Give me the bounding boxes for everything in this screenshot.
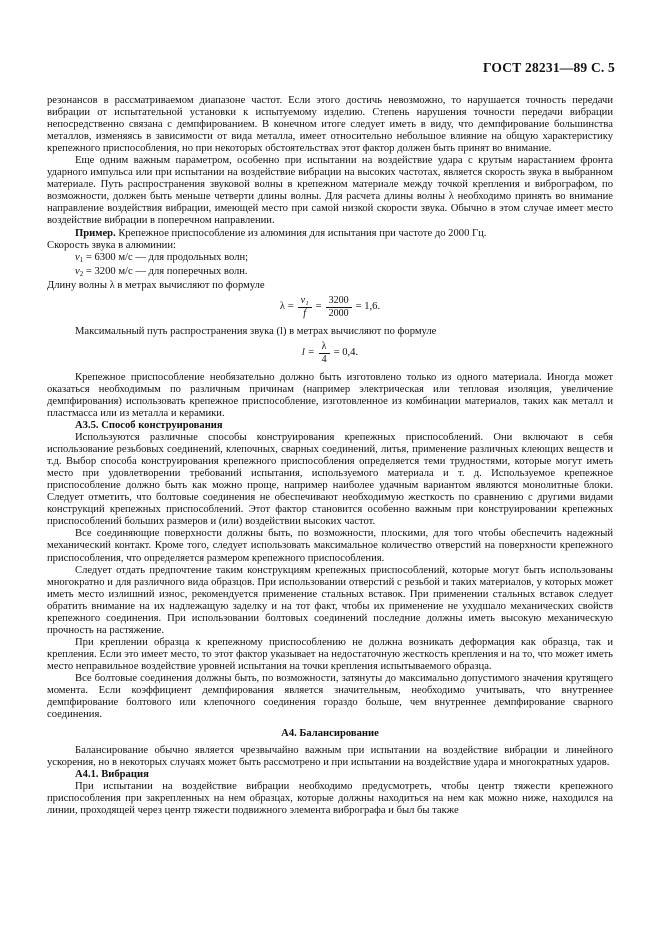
formula-equals: =	[315, 301, 322, 313]
fraction-denominator: f	[303, 307, 307, 319]
fraction	[319, 341, 330, 366]
wavelength-intro: Длину волны λ в метрах вычисляют по формуле	[47, 279, 265, 291]
velocity-symbol: v	[75, 251, 80, 263]
sound-speed-intro: Скорость звука в алюминии:	[47, 239, 176, 251]
section-heading-a4: А4. Балансирование	[281, 728, 379, 740]
paragraph: Следует отдать предпочтение таким конструкциям крепежных приспособлений, которые могут быть использованы многократно и для различного вида образцов. При использовании отверстий с резьбой и таких материалов, у которых может иметь место излишний износ, рекомендуется применение стальных вставок. При применении стальных вставок следует обратить внимание на их надлежащую заделку и на тот факт, чтобы их применение не ухудшало механических свойств крепежного соединения. При использовании болтовых соединений последние должны иметь высокую механическую прочность на растяжение.	[47, 564, 613, 636]
section-title: Вибрация	[101, 769, 149, 781]
example-text: Крепежное приспособление из алюминия для испытания при частоте до 2000 Гц.	[118, 227, 487, 239]
paragraph: Все соединяющие поверхности должны быть, по возможности, плоскими, для того чтобы обеспечить надежный механический контакт. Кроме того, следует использовать максимальное количество отверстий на поверхности крепежного приспособления, что определяется размером крепежного приспособления.	[47, 528, 613, 564]
fraction-denominator: 4	[321, 353, 327, 365]
velocity-line-2	[47, 266, 613, 280]
paragraph: резонансов в рассматриваемом диапазоне частот. Если этого достичь невозможно, то нарушается точность передачи вибрации от испытательной установки к испытуемому изделию. Степень нарушения точности передачи вибрации непосредственно связана с демпфированием. В конечном итоге следует иметь в виду, что демпфирование большинства металлов, изменяясь в зависимости от вида металла, имеет относительно небольшое влияние на общую характеристику крепежного приспособления, но при некоторых обстоятельствах этот фактор должен быть принят во внимание.	[47, 95, 613, 155]
fraction-denominator: 2000	[328, 307, 349, 319]
velocity-subscript: 2	[79, 269, 84, 278]
paragraph: Используются различные способы конструирования крепежных приспособлений. Они включают в себя использование резьбовых соединений, клепочных, сварных соединений, литья, применение различных клеющих веществ и т.д. Выбор способа конструирования крепежного приспособления определяется теми трудностями, которые могут иметь место при удовлетворении требований испытания, используемого материала и т. д. Используемое крепежное приспособление должно быть как можно проще, например наиболее удачным вариантом являются монолитные блоки. Следует отметить, что болтовые соединения не обеспечивают необходимую жесткость по сравнению с другими видами конструкций крепежных приспособлений. Этот фактор становится особенно важным при конструировании крепежных приспособлений больших размеров и (или) воздействии высоких частот.	[47, 432, 613, 528]
velocity-symbol: v	[75, 265, 80, 277]
example-label: Пример.	[75, 227, 116, 239]
fraction-numerator: 3200	[326, 295, 352, 308]
section-number: А4.1.	[75, 769, 99, 781]
fraction	[326, 295, 352, 320]
velocity-subscript: 1	[79, 255, 84, 264]
paragraph: При испытании на воздействие вибрации необходимо предусмотреть, чтобы центр тяжести крепежного приспособления при закрепленных на нем образцах, которые должны находиться на нем как можно ниже, находился на линии, проходящей через центр тяжести подвижного элемента вибрографа и был бы также	[47, 781, 613, 817]
fraction	[298, 295, 312, 320]
section-title: Способ конструирования	[101, 419, 223, 431]
velocity-text: = 3200 м/с — для поперечных волн.	[85, 265, 248, 277]
velocity-text: = 6300 м/с — для продольных волн;	[85, 251, 249, 263]
path-intro: Максимальный путь распространения звука (l) в метрах вычисляют по формуле	[75, 325, 437, 337]
section-heading-a41	[47, 769, 613, 781]
path-formula	[47, 341, 613, 366]
paragraph: Крепежное приспособление необязательно должно быть изготовлено только из одного материала. Иногда может оказаться необходимым по различным причинам (например электрическая или тепловая изоляция, увеличение демпфирования) использовать крепежное приспособление, изготовленное из комбинации материалов, таких как металл и пластмасса или из металла и керамики.	[47, 371, 613, 419]
wavelength-formula	[47, 295, 613, 320]
page-header: ГОСТ 28231—89 С. 5	[482, 60, 615, 75]
velocity-line-1	[47, 252, 613, 266]
paragraph: Все болтовые соединения должны быть, по возможности, затянуты до максимально допустимого значения крутящего момента. Если коэффициент демпфирования является значительным, необходимо учитывать, что внутреннее демпфирование болтового или клепочного соединения гораздо больше, чем внутреннее демпфирование сварного соединения.	[47, 672, 613, 721]
document-body	[47, 95, 613, 817]
fraction-numerator: λ	[319, 341, 330, 354]
example-line	[47, 228, 613, 240]
formula-result: = 1,6.	[355, 301, 381, 313]
paragraph: Балансирование обычно является чрезвычайно важным при испытании на воздействие вибрации и линейного ускорения, но в некоторых случаях может быть рассмотрено и при испытании на воздействие удара и многократных ударов.	[47, 745, 613, 769]
formula-result: = 0,4.	[333, 347, 359, 359]
formula-lhs: l =	[301, 347, 315, 359]
section-heading-a35	[47, 420, 613, 432]
paragraph: При креплении образца к крепежному приспособлению не должна возникать деформация как образца, так и крепления. Если это имеет место, то этот фактор указывает на недостаточную жесткость крепления и на то, что может иметь место неправильное воздействие уровней испытания на точки крепления испытываемого образца.	[47, 636, 613, 672]
paragraph: Еще одним важным параметром, особенно при испытании на воздействие удара с крутым нарастанием фронта ударного импульса или при испытании на воздействие вибрации на высоких частотах, является скорость звука в выбранном материале. Путь распространения звуковой волны в крепежном материале между точкой крепления и вибрографом, по возможности, должен быть меньше четверти длины волны. Для расчета длины волны λ необходимо принять во внимание направление воздействия вибрации, имеющей место при самой низкой скорости звука. Обычно в этом случае имеет место воздействие вибрации в поперечном направлении.	[47, 155, 613, 227]
formula-lhs: λ =	[279, 301, 294, 313]
fraction-numerator: v₁	[298, 295, 312, 308]
section-number: А3.5.	[75, 419, 99, 431]
